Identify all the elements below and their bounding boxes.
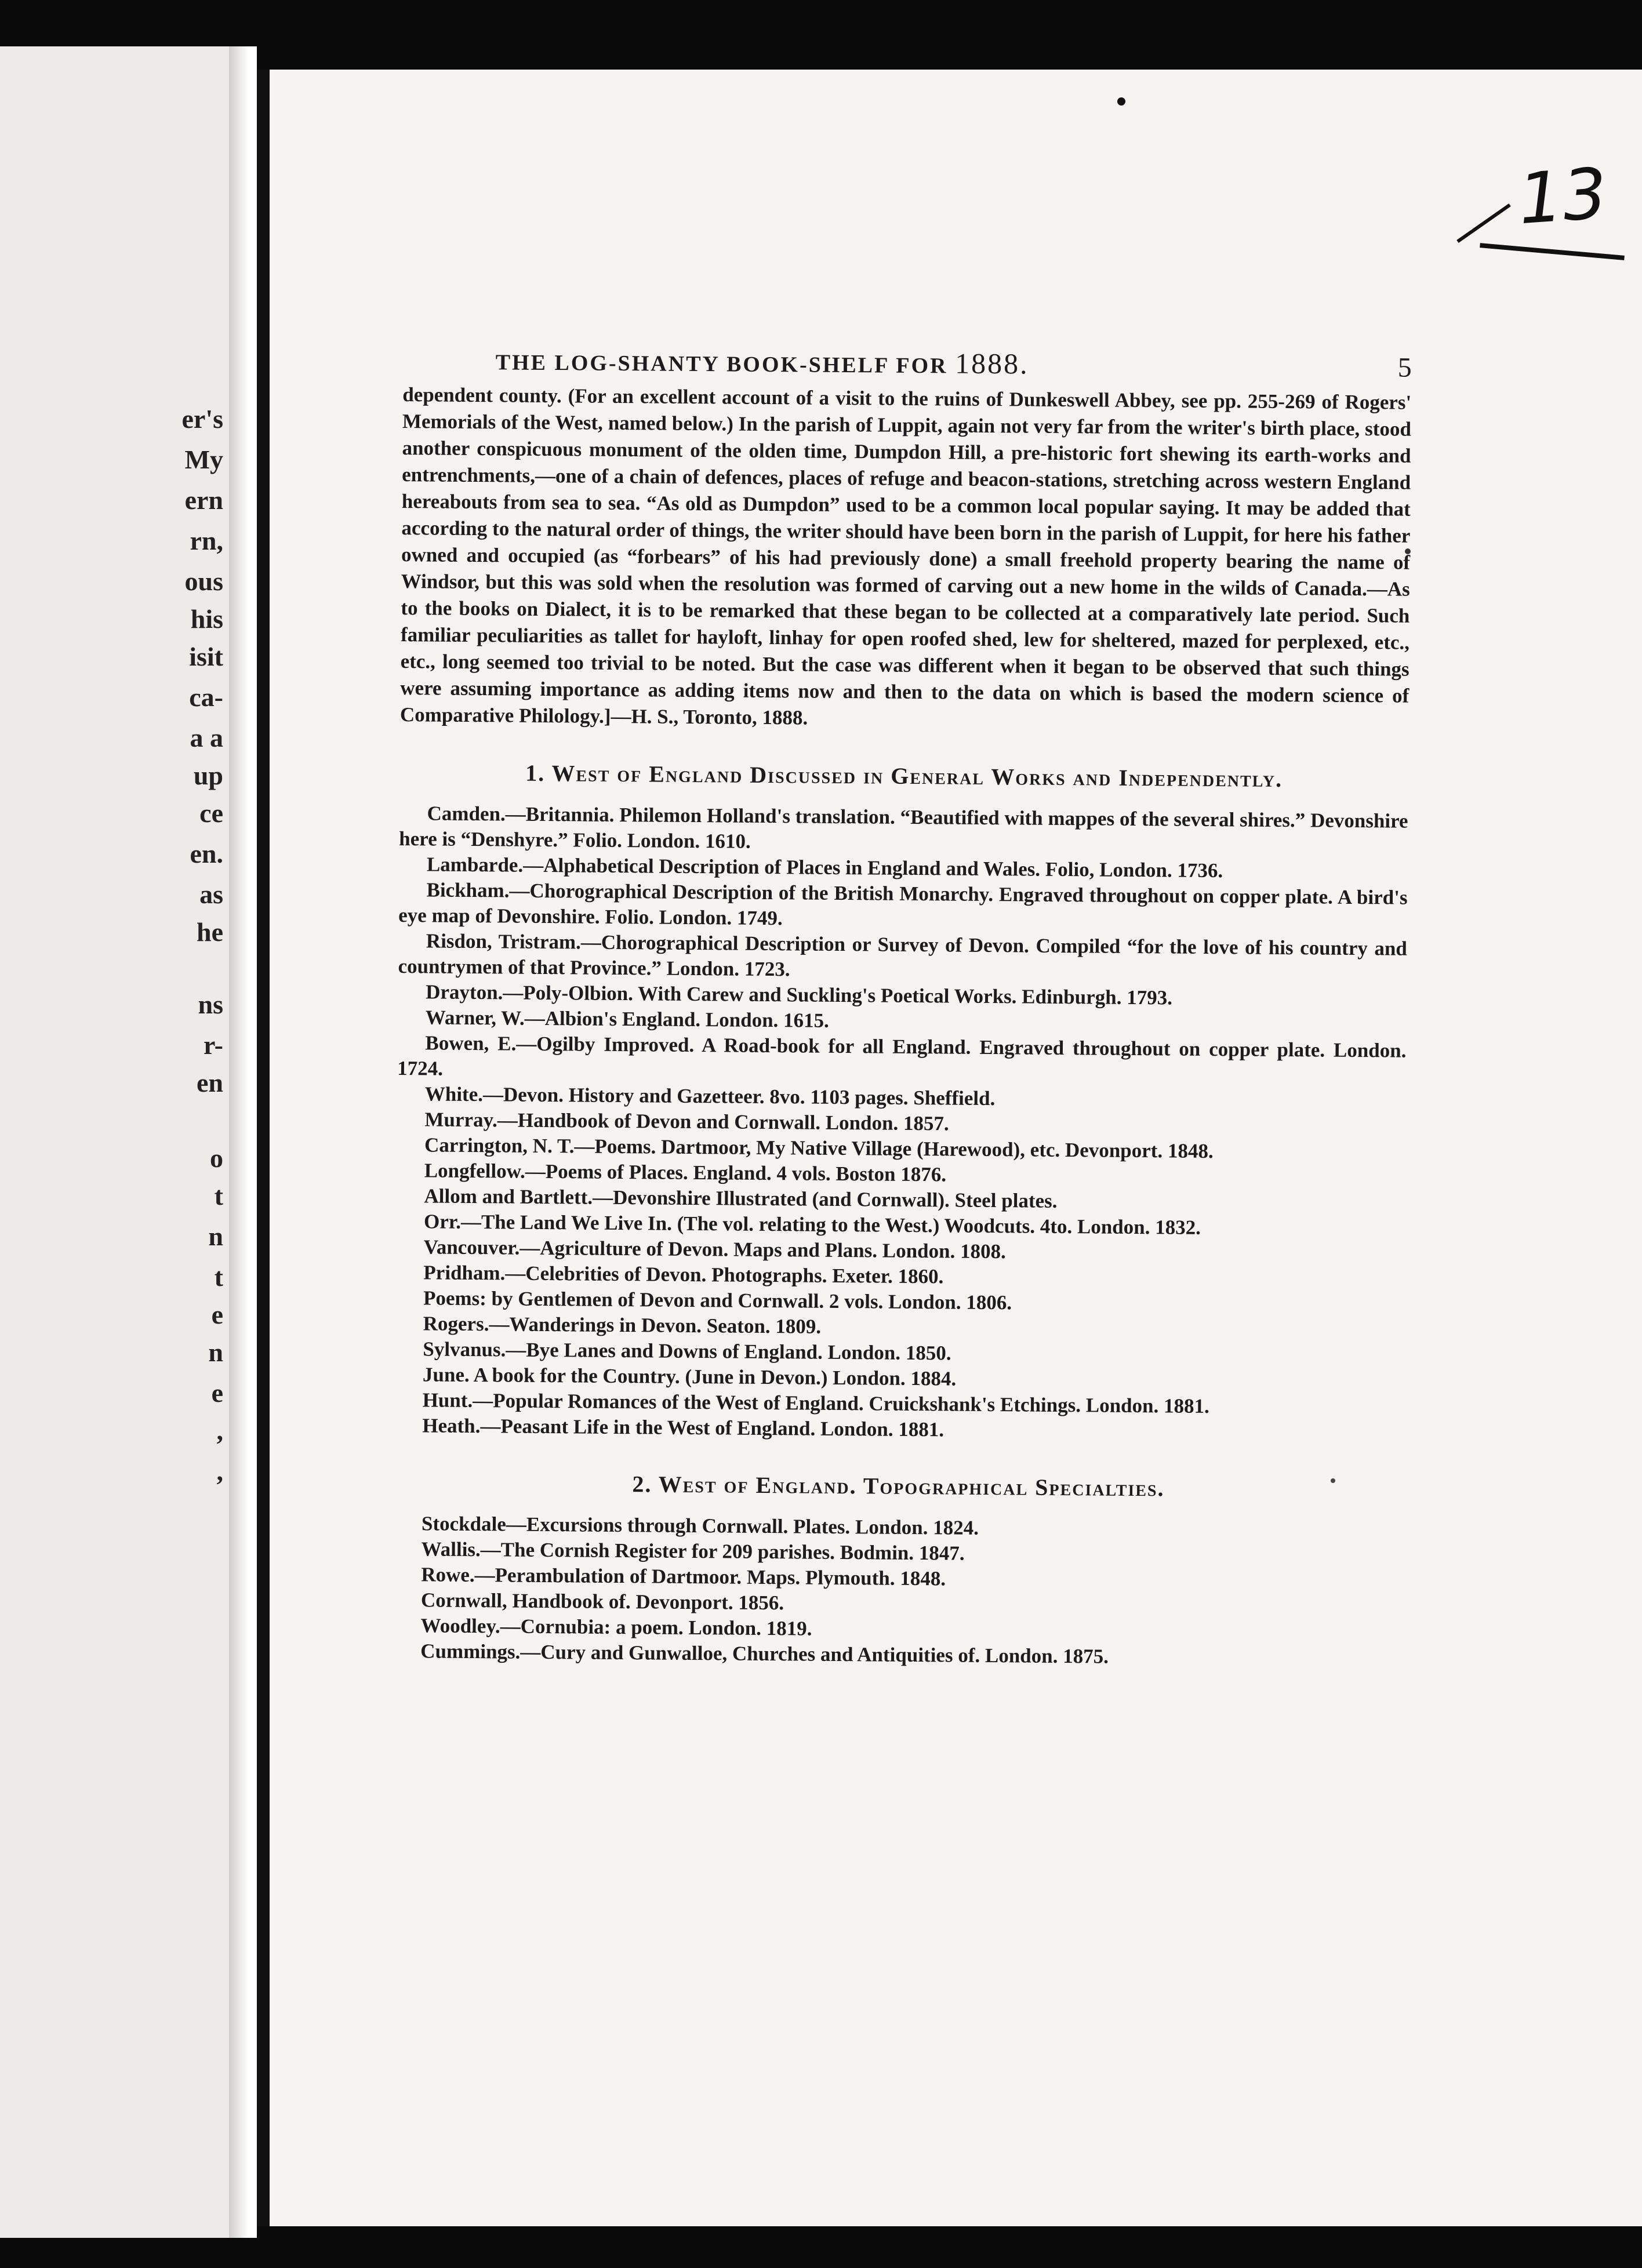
left-page-text-fragment: up <box>193 761 223 790</box>
bibliography-entry: White.—Devon. History and Gazetteer. 8vo. 1103 pages. Sheffield. <box>424 1082 996 1110</box>
left-page-text-fragment: isit <box>189 642 223 671</box>
left-page-text-fragment: en. <box>190 839 223 868</box>
left-page-text-fragment: ce <box>199 798 223 828</box>
bibliography-entry: Lambarde.—Alphabetical Description of Places in England and Wales. Folio, London. 1736. <box>426 853 1223 882</box>
left-page-text-fragment: as <box>199 879 223 909</box>
section-heading-2: 2. West of England. Topographical Specialties. <box>632 1471 1165 1502</box>
left-page-text-fragment: ns <box>198 990 223 1019</box>
left-page-text-fragment: o <box>210 1143 223 1173</box>
folio-stroke <box>1456 203 1511 243</box>
left-facing-page <box>0 46 229 2238</box>
bibliography-entry: Bickham.—Chorographical Description of the British Monarchy. Engraved throughout on copper plate. A bird's eye map of Devonshire. Folio. London. 1749. <box>398 878 1408 930</box>
book-gutter <box>229 46 257 2238</box>
left-page-text-fragment: n <box>208 1222 223 1251</box>
handwritten-folio-number: 13 <box>1516 153 1610 241</box>
bibliography-entry: Stockdale—Excursions through Cornwall. Plates. London. 1824. <box>421 1512 979 1539</box>
page-content <box>393 342 1412 1672</box>
left-page-text-fragment: er's <box>181 404 223 434</box>
left-page-text-fragment: his <box>190 604 223 634</box>
bibliography-list-1 <box>394 801 1408 1446</box>
left-page-text-fragment: ous <box>184 566 223 596</box>
bibliography-entry: Rowe.—Perambulation of Dartmoor. Maps. Plymouth. 1848. <box>421 1563 946 1590</box>
bibliography-entry: Warner, W.—Albion's England. London. 1615. <box>425 1006 830 1032</box>
left-page-text-fragment: r- <box>203 1030 223 1060</box>
left-page-text-fragment: , <box>216 1456 223 1486</box>
bibliography-entry: Cornwall, Handbook of. Devonport. 1856. <box>420 1589 784 1615</box>
bibliography-entry: Heath.—Peasant Life in the West of England. London. 1881. <box>422 1414 944 1441</box>
left-page-text-fragment: e <box>211 1300 223 1329</box>
bibliography-entry: Risdon, Tristram.—Chorographical Description or Survey of Devon. Compiled “for the love of his country and countrymen of that Province.” London. 1723. <box>398 929 1407 981</box>
bibliography-entry: Drayton.—Poly-Olbion. With Carew and Suckling's Poetical Works. Edinburgh. 1793. <box>426 980 1173 1009</box>
bibliography-entry: Camden.—Britannia. Philemon Holland's translation. “Beautified with mappes of the several shires.” Devonshire here is “Denshyre.” Folio. London. 1610. <box>399 802 1408 853</box>
bibliography-entry: Bowen, E.—Ogilby Improved. A Road-book for all England. Engraved throughout on copper plate. London. 1724. <box>397 1031 1407 1080</box>
left-page-text-fragment: ern <box>184 485 223 515</box>
bibliography-entry: Carrington, N. T.—Poems. Dartmoor, My Native Village (Harewood), etc. Devonport. 1848. <box>424 1133 1214 1163</box>
left-page-text-fragment: t <box>214 1262 223 1292</box>
left-page-text-fragment: a a <box>190 723 223 753</box>
bibliography-entry: June. A book for the Country. (June in Devon.) London. 1884. <box>422 1363 957 1390</box>
ink-speck <box>1117 97 1125 106</box>
bibliography-entry: Pridham.—Celebrities of Devon. Photographs. Exeter. 1860. <box>423 1261 944 1288</box>
left-page-text-fragment: en <box>197 1068 223 1097</box>
page-number: 5 <box>1397 352 1412 383</box>
running-head <box>496 343 1029 380</box>
bibliography-entry: Longfellow.—Poems of Places. England. 4 vols. Boston 1876. <box>424 1159 947 1186</box>
running-head-line <box>496 343 1412 383</box>
bibliography-entry: Murray.—Handbook of Devon and Cornwall. London. 1857. <box>424 1108 949 1135</box>
bibliography-entry: Allom and Bartlett.—Devonshire Illustrated (and Cornwall). Steel plates. <box>424 1184 1058 1212</box>
bibliography-entry: Hunt.—Popular Romances of the West of England. Cruickshank's Etchings. London. 1881. <box>422 1389 1209 1418</box>
section-heading-1: 1. West of England Discussed in General Works and Independently. <box>525 759 1283 792</box>
left-page-text-fragment: rn, <box>190 526 223 555</box>
bibliography-entry: Poems: by Gentlemen of Devon and Cornwall. 2 vols. London. 1806. <box>423 1286 1012 1314</box>
bibliography-entry: Orr.—The Land We Live In. (The vol. relating to the West.) Woodcuts. 4to. London. 1832. <box>423 1210 1201 1239</box>
intro-paragraph: dependent county. (For an excellent account of a visit to the ruins of Dunkeswell Abbey, see pp. 255-269 of Rogers' Memorials of the West, named below.) In the parish of Luppit, again not very far from the writer's birth place, stood another conspicuous monument of the olden time, Dumpdon Hill, a pre-historic fort shewing its earth-works and entrenchments,—one of a chain of defences, places of refuge and beacon-stations, stretching across western England hereabouts from sea to sea. “As old as Dumpdon” used to be a common local popular saying. It may be added that according to the natural order of things, the writer should have been born in the parish of Luppit, for here his father owned and occupied (as “forbears” of his had previously done) a small freehold property bearing the name of Windsor, but this was sold when the resolution was formed of carving out a new home in the wilds of Canada.—As to the books on Dialect, it is to be remarked that these began to be collected at a comparatively late period. Such familiar peculiarities as tallet for hayloft, linhay for open roofed shed, lew for sheltered, mazed for perplexed, etc., etc., long seemed too trivial to be noted. But the case was different when it began to be observed that such things were assuming importance as adding items now and then to the data on which is based the modern science of Comparative Philology.]—H. S., Toronto, 1888. <box>399 383 1412 729</box>
bibliography-entry: Sylvanus.—Bye Lanes and Downs of England. London. 1850. <box>423 1337 951 1365</box>
bibliography-list-2 <box>393 1511 1403 1672</box>
main-page <box>257 70 1642 2226</box>
left-page-text-fragment: n <box>208 1337 223 1367</box>
bibliography-entry: Wallis.—The Cornish Register for 209 parishes. Bodmin. 1847. <box>421 1538 965 1565</box>
bibliography-entry: Vancouver.—Agriculture of Devon. Maps and Plans. London. 1808. <box>423 1235 1006 1263</box>
folio-underline <box>1480 243 1625 260</box>
running-head-year: 1888. <box>954 347 1029 380</box>
left-page-text-fragment: , <box>216 1416 223 1445</box>
left-page-text-fragment: he <box>197 917 223 947</box>
running-head-title: THE LOG-SHANTY BOOK-SHELF FOR <box>495 350 948 379</box>
bibliography-entry: Woodley.—Cornubia: a poem. London. 1819. <box>420 1614 812 1640</box>
left-page-text-fragment: ca- <box>189 682 223 712</box>
left-page-text-fragment: t <box>214 1181 223 1211</box>
bibliography-entry: Rogers.—Wanderings in Devon. Seaton. 1809. <box>423 1312 822 1338</box>
left-page-text-fragment: My <box>184 445 223 474</box>
left-page-text-fragment: e <box>211 1378 223 1408</box>
bibliography-entry: Cummings.—Cury and Gunwalloe, Churches and Antiquities of. London. 1875. <box>420 1640 1109 1668</box>
